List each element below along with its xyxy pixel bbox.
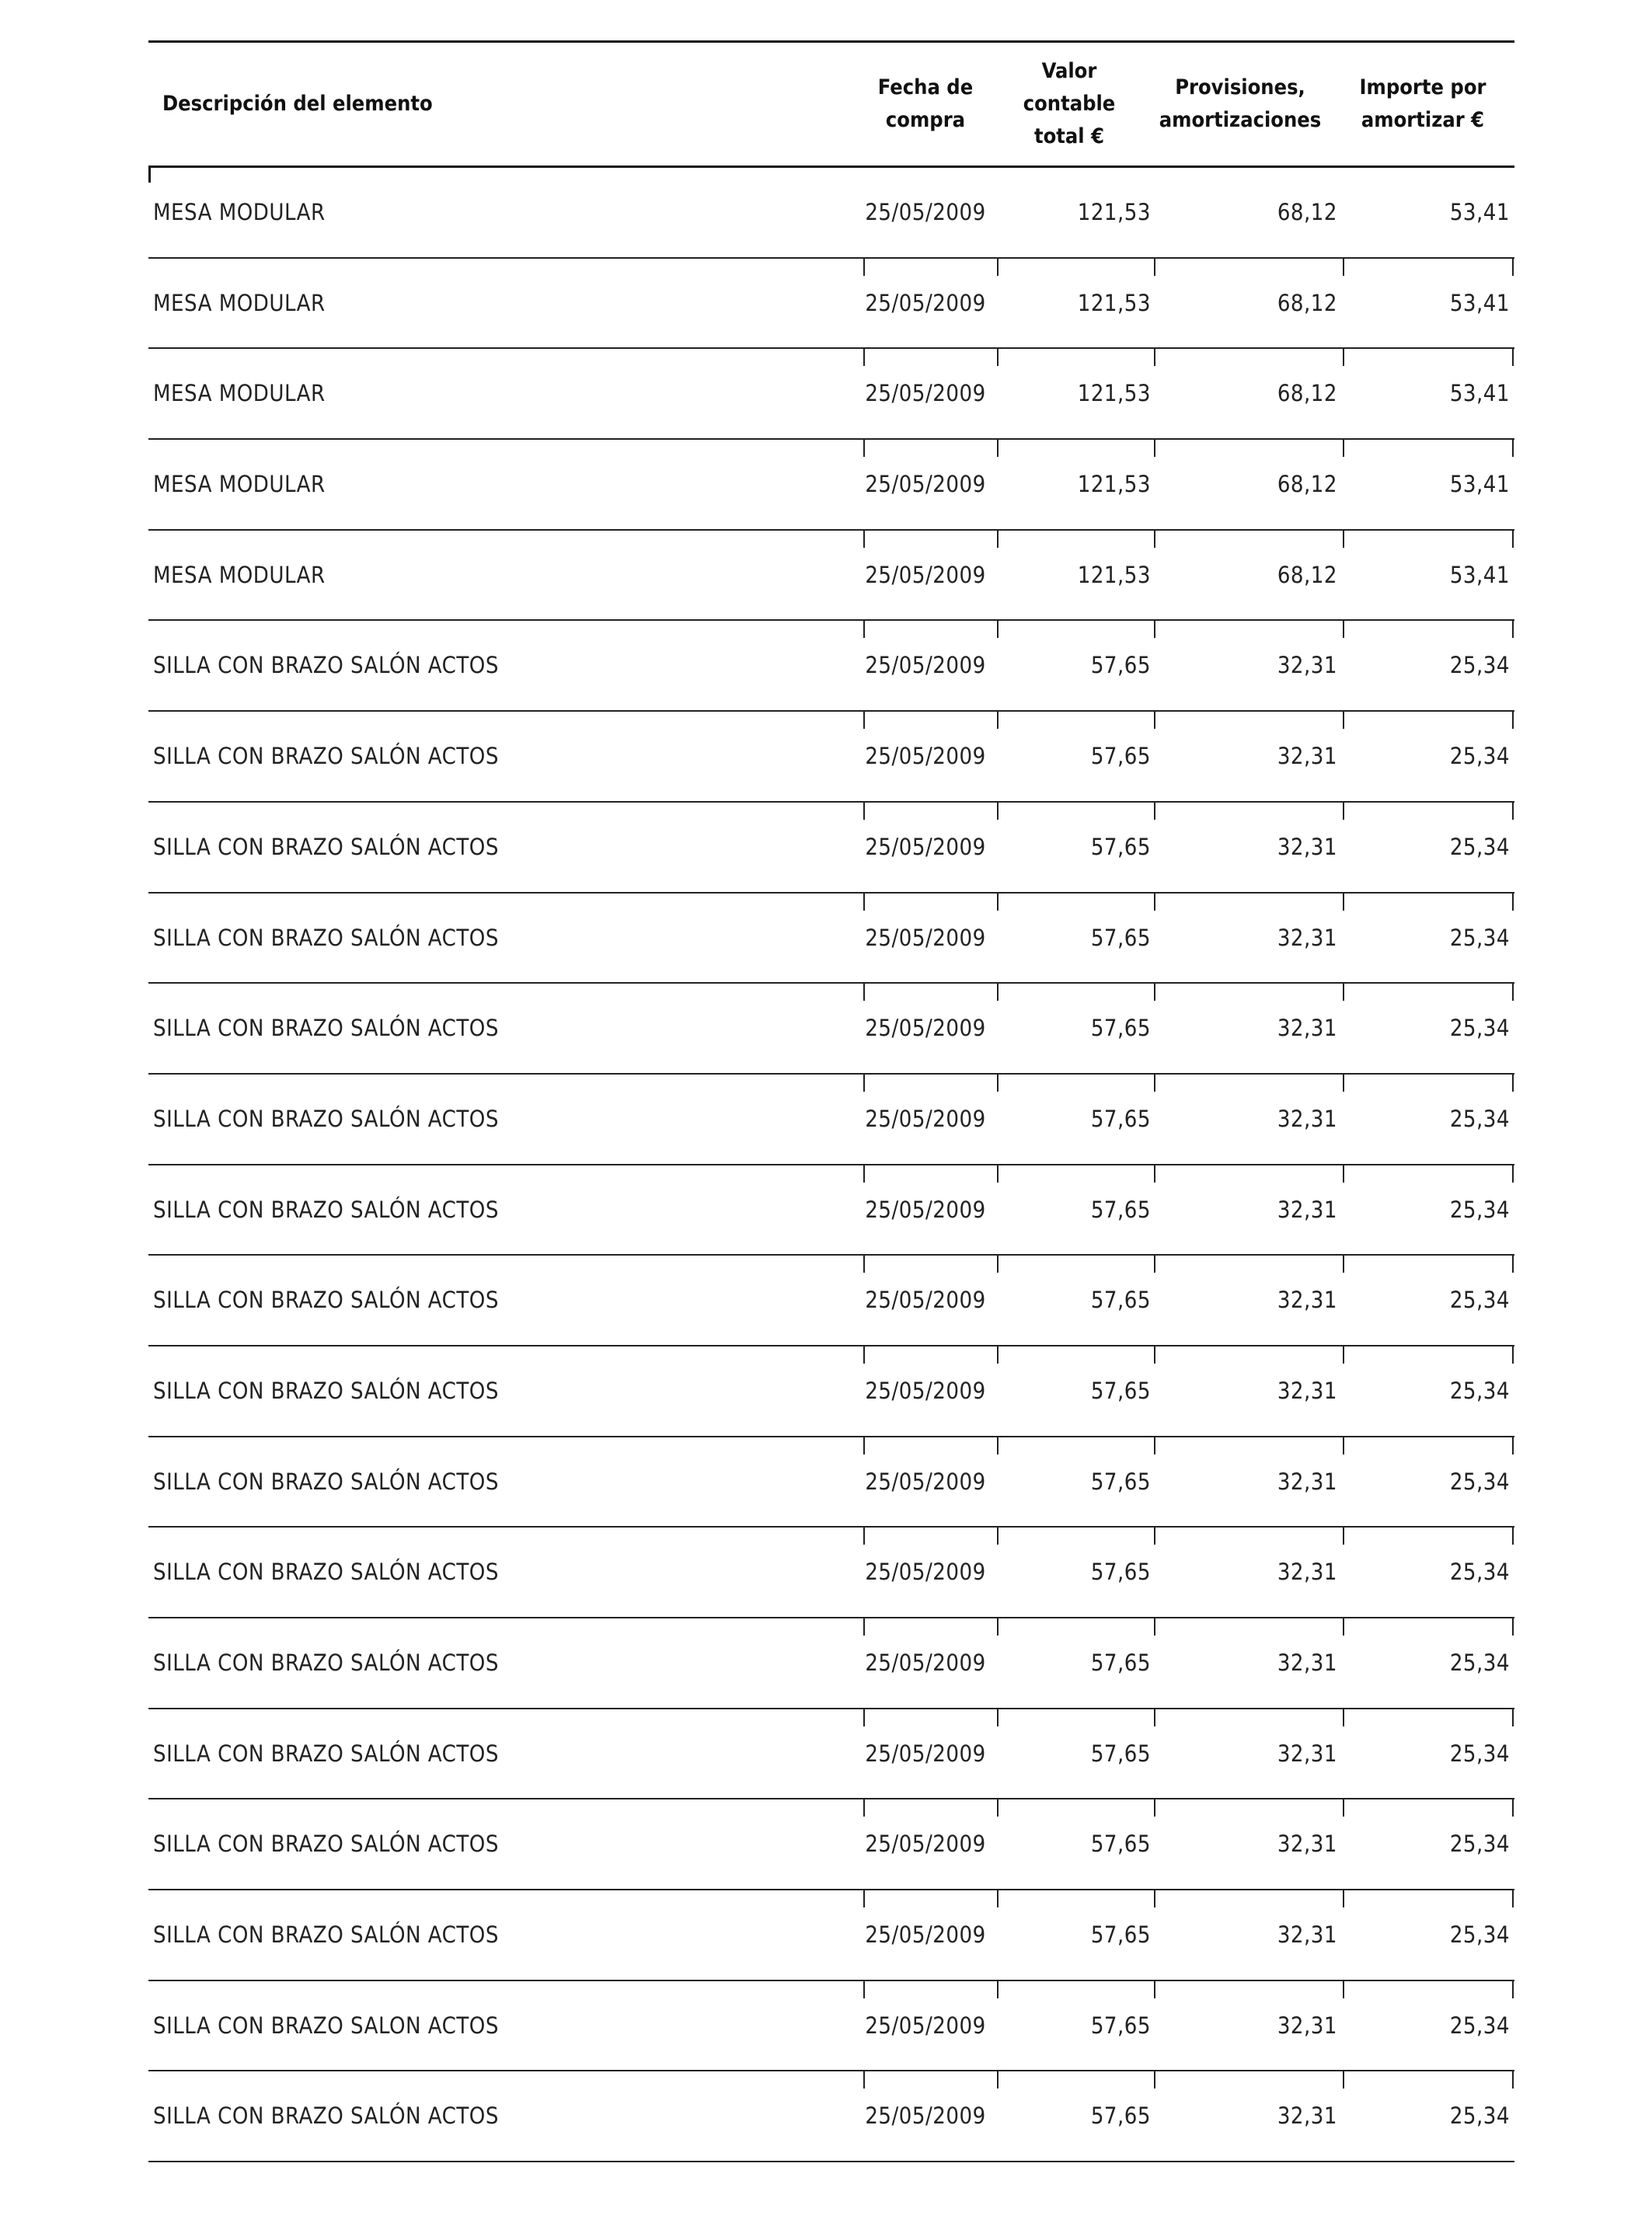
cell-provisions: 32,31 — [1277, 833, 1337, 860]
cell-provisions: 32,31 — [1277, 1831, 1337, 1858]
cell-provisions: 32,31 — [1277, 924, 1337, 951]
cell-purchase-date: 25/05/2009 — [865, 561, 986, 588]
cell-provisions: 32,31 — [1277, 1196, 1337, 1223]
cell-book-value: 57,65 — [1090, 1015, 1151, 1042]
cell-provisions: 32,31 — [1277, 1015, 1337, 1042]
cell-purchase-date: 25/05/2009 — [865, 1105, 986, 1132]
cell-remaining: 53,41 — [1449, 471, 1510, 498]
cell-description: SILLA CON BRAZO SALÓN ACTOS — [153, 2102, 499, 2130]
cell-provisions: 32,31 — [1277, 743, 1337, 770]
column-tick — [1343, 349, 1344, 366]
cell-description: SILLA CON BRAZO SALÓN ACTOS — [153, 1740, 499, 1767]
cell-remaining: 53,41 — [1449, 561, 1510, 588]
cell-purchase-date: 25/05/2009 — [865, 1559, 986, 1586]
cell-book-value: 121,53 — [1077, 561, 1151, 588]
column-tick — [1154, 894, 1155, 911]
column-tick — [1512, 621, 1514, 638]
column-tick — [1343, 2071, 1344, 2088]
column-tick — [1343, 1165, 1344, 1183]
column-tick — [1512, 1709, 1514, 1726]
cell-book-value: 57,65 — [1090, 2012, 1151, 2039]
cell-book-value: 57,65 — [1090, 2102, 1151, 2130]
cell-book-value: 57,65 — [1090, 1921, 1151, 1949]
column-tick — [1154, 349, 1155, 366]
column-tick — [1343, 803, 1344, 820]
cell-provisions: 68,12 — [1277, 471, 1337, 498]
column-tick — [1512, 259, 1514, 276]
column-tick — [1512, 803, 1514, 820]
cell-remaining: 53,41 — [1449, 199, 1510, 225]
cell-description: MESA MODULAR — [153, 561, 326, 588]
column-tick — [1154, 1346, 1155, 1364]
cell-purchase-date: 25/05/2009 — [865, 1921, 986, 1949]
table-row — [148, 712, 1514, 803]
table-row — [148, 1981, 1514, 2072]
cell-description: MESA MODULAR — [153, 471, 326, 498]
table-row — [148, 168, 1514, 259]
cell-book-value: 121,53 — [1077, 289, 1151, 316]
column-tick — [1343, 1346, 1344, 1364]
column-tick — [1343, 440, 1344, 457]
column-tick — [1154, 1709, 1155, 1726]
cell-remaining: 25,34 — [1449, 1105, 1510, 1132]
cell-purchase-date: 25/05/2009 — [865, 833, 986, 860]
column-tick — [1154, 1437, 1155, 1454]
column-tick — [1512, 1437, 1514, 1454]
cell-remaining: 25,34 — [1449, 833, 1510, 860]
cell-provisions: 32,31 — [1277, 1650, 1337, 1676]
cell-description: SILLA CON BRAZO SALÓN ACTOS — [153, 652, 499, 679]
cell-book-value: 57,65 — [1090, 1105, 1151, 1132]
table-row — [148, 621, 1514, 712]
column-tick — [1343, 1981, 1344, 1998]
cell-remaining: 25,34 — [1449, 1196, 1510, 1223]
column-tick — [1512, 2071, 1514, 2088]
column-tick — [1343, 1799, 1344, 1817]
cell-remaining: 25,34 — [1449, 1287, 1510, 1314]
column-tick — [1512, 984, 1514, 1001]
table-row — [148, 1890, 1514, 1981]
cell-book-value: 57,65 — [1090, 1740, 1151, 1767]
cell-book-value: 57,65 — [1090, 1377, 1151, 1404]
cell-provisions: 68,12 — [1277, 289, 1337, 316]
cell-provisions: 68,12 — [1277, 199, 1337, 225]
cell-description: SILLA CON BRAZO SALON ACTOS — [153, 2012, 499, 2039]
cell-remaining: 25,34 — [1449, 1377, 1510, 1404]
cell-description: SILLA CON BRAZO SALÓN ACTOS — [153, 1831, 499, 1858]
cell-purchase-date: 25/05/2009 — [865, 2102, 986, 2130]
cell-book-value: 121,53 — [1077, 199, 1151, 225]
column-tick — [1343, 259, 1344, 276]
cell-remaining: 25,34 — [1449, 1921, 1510, 1949]
cell-provisions: 32,31 — [1277, 1559, 1337, 1586]
cell-provisions: 32,31 — [1277, 1921, 1337, 1949]
column-tick — [1343, 1709, 1344, 1726]
cell-book-value: 57,65 — [1090, 1650, 1151, 1676]
cell-book-value: 57,65 — [1090, 652, 1151, 679]
column-tick — [1154, 803, 1155, 820]
table-row — [148, 1256, 1514, 1346]
cell-purchase-date: 25/05/2009 — [865, 652, 986, 679]
column-tick — [1343, 984, 1344, 1001]
column-tick — [1154, 1890, 1155, 1907]
table-row — [148, 349, 1514, 440]
table-row — [148, 1528, 1514, 1618]
table-row — [148, 1437, 1514, 1528]
cell-description: SILLA CON BRAZO SALÓN ACTOS — [153, 1196, 499, 1223]
cell-purchase-date: 25/05/2009 — [865, 2012, 986, 2039]
cell-provisions: 32,31 — [1277, 1468, 1337, 1495]
column-tick — [1154, 1981, 1155, 1998]
column-tick — [1343, 1618, 1344, 1636]
table-row — [148, 1075, 1514, 1165]
table-header — [148, 43, 1514, 165]
cell-purchase-date: 25/05/2009 — [865, 1015, 986, 1042]
column-tick — [1512, 1256, 1514, 1273]
cell-purchase-date: 25/05/2009 — [865, 924, 986, 951]
cell-provisions: 68,12 — [1277, 380, 1337, 407]
cell-remaining: 25,34 — [1449, 1559, 1510, 1586]
column-tick — [1154, 1256, 1155, 1273]
cell-book-value: 57,65 — [1090, 833, 1151, 860]
cell-description: MESA MODULAR — [153, 199, 326, 225]
table-body — [148, 168, 1514, 2162]
cell-book-value: 57,65 — [1090, 1831, 1151, 1858]
column-tick — [1154, 2071, 1155, 2088]
column-tick — [1343, 1075, 1344, 1092]
cell-description: SILLA CON BRAZO SALÓN ACTOS — [153, 924, 499, 951]
table-row — [148, 531, 1514, 622]
column-tick — [1343, 531, 1344, 548]
table-row — [148, 1799, 1514, 1890]
cell-remaining: 25,34 — [1449, 2102, 1510, 2130]
cell-remaining: 25,34 — [1449, 743, 1510, 770]
cell-purchase-date: 25/05/2009 — [865, 1740, 986, 1767]
column-tick — [1154, 621, 1155, 638]
column-tick — [1512, 1618, 1514, 1636]
table-row — [148, 894, 1514, 984]
cell-book-value: 57,65 — [1090, 743, 1151, 770]
header-provisions: Provisiones, amortizaciones — [1159, 75, 1322, 132]
column-tick — [1512, 712, 1514, 729]
cell-book-value: 57,65 — [1090, 1287, 1151, 1314]
cell-purchase-date: 25/05/2009 — [865, 1831, 986, 1858]
cell-provisions: 32,31 — [1277, 652, 1337, 679]
cell-provisions: 32,31 — [1277, 2012, 1337, 2039]
cell-provisions: 32,31 — [1277, 1740, 1337, 1767]
cell-book-value: 57,65 — [1090, 1559, 1151, 1586]
cell-description: SILLA CON BRAZO SALÓN ACTOS — [153, 1559, 499, 1586]
cell-description: SILLA CON BRAZO SALÓN ACTOS — [153, 1105, 499, 1132]
table-row — [148, 1618, 1514, 1709]
column-tick — [1512, 1890, 1514, 1907]
cell-provisions: 68,12 — [1277, 561, 1337, 588]
cell-remaining: 25,34 — [1449, 652, 1510, 679]
header-book-value: Valor contable total € — [1023, 59, 1116, 148]
column-tick — [1343, 712, 1344, 729]
cell-description: SILLA CON BRAZO SALÓN ACTOS — [153, 1015, 499, 1042]
cell-remaining: 53,41 — [1449, 380, 1510, 407]
cell-purchase-date: 25/05/2009 — [865, 1287, 986, 1314]
column-tick — [1512, 1165, 1514, 1183]
column-tick — [1512, 440, 1514, 457]
column-tick — [1154, 440, 1155, 457]
table-row — [148, 984, 1514, 1075]
column-tick — [1512, 349, 1514, 366]
column-tick — [1154, 1075, 1155, 1092]
cell-purchase-date: 25/05/2009 — [865, 1377, 986, 1404]
column-tick — [1343, 1528, 1344, 1545]
column-tick — [1512, 1528, 1514, 1545]
column-tick — [1512, 1346, 1514, 1364]
cell-description: SILLA CON BRAZO SALÓN ACTOS — [153, 1921, 499, 1949]
table-row — [148, 803, 1514, 894]
column-tick — [1343, 1890, 1344, 1907]
column-tick — [1343, 621, 1344, 638]
column-tick — [1512, 1075, 1514, 1092]
cell-book-value: 121,53 — [1077, 471, 1151, 498]
column-tick — [1512, 531, 1514, 548]
header-description: Descripción del elemento — [162, 92, 433, 116]
column-tick — [1343, 894, 1344, 911]
cell-remaining: 25,34 — [1449, 2012, 1510, 2039]
column-tick — [1154, 531, 1155, 548]
cell-remaining: 53,41 — [1449, 289, 1510, 316]
cell-remaining: 25,34 — [1449, 1468, 1510, 1495]
table-row — [148, 440, 1514, 531]
cell-purchase-date: 25/05/2009 — [865, 380, 986, 407]
cell-book-value: 57,65 — [1090, 1196, 1151, 1223]
cell-description: SILLA CON BRAZO SALÓN ACTOS — [153, 1377, 499, 1404]
cell-provisions: 32,31 — [1277, 1105, 1337, 1132]
cell-provisions: 32,31 — [1277, 1377, 1337, 1404]
cell-purchase-date: 25/05/2009 — [865, 1468, 986, 1495]
column-tick — [1154, 1528, 1155, 1545]
column-tick — [1154, 1618, 1155, 1636]
cell-remaining: 25,34 — [1449, 1015, 1510, 1042]
column-tick — [1343, 1437, 1344, 1454]
cell-book-value: 57,65 — [1090, 924, 1151, 951]
cell-purchase-date: 25/05/2009 — [865, 1650, 986, 1676]
cell-purchase-date: 25/05/2009 — [865, 199, 986, 225]
column-tick — [1154, 259, 1155, 276]
cell-description: SILLA CON BRAZO SALÓN ACTOS — [153, 1468, 499, 1495]
cell-purchase-date: 25/05/2009 — [865, 1196, 986, 1223]
column-tick — [1343, 1256, 1344, 1273]
cell-description: SILLA CON BRAZO SALÓN ACTOS — [153, 1287, 499, 1314]
column-tick — [1154, 1799, 1155, 1817]
cell-remaining: 25,34 — [1449, 924, 1510, 951]
cell-description: MESA MODULAR — [153, 380, 326, 407]
table-row — [148, 259, 1514, 350]
cell-purchase-date: 25/05/2009 — [865, 743, 986, 770]
cell-description: MESA MODULAR — [153, 289, 326, 316]
column-tick — [1154, 984, 1155, 1001]
cell-description: SILLA CON BRAZO SALÓN ACTOS — [153, 1650, 499, 1676]
cell-remaining: 25,34 — [1449, 1650, 1510, 1676]
table-row — [148, 1346, 1514, 1437]
cell-provisions: 32,31 — [1277, 1287, 1337, 1314]
cell-remaining: 25,34 — [1449, 1831, 1510, 1858]
column-tick — [1512, 1981, 1514, 1998]
cell-provisions: 32,31 — [1277, 2102, 1337, 2130]
table-row — [148, 1709, 1514, 1800]
cell-description: SILLA CON BRAZO SALÓN ACTOS — [153, 743, 499, 770]
cell-purchase-date: 25/05/2009 — [865, 471, 986, 498]
column-tick — [1512, 1799, 1514, 1817]
header-purchase-date: Fecha de compra — [877, 75, 974, 132]
cell-book-value: 57,65 — [1090, 1468, 1151, 1495]
table-row — [148, 1165, 1514, 1256]
cell-description: SILLA CON BRAZO SALÓN ACTOS — [153, 833, 499, 860]
column-tick — [1154, 712, 1155, 729]
column-tick — [1512, 894, 1514, 911]
cell-remaining: 25,34 — [1449, 1740, 1510, 1767]
table-row — [148, 2071, 1514, 2162]
cell-purchase-date: 25/05/2009 — [865, 289, 986, 316]
header-remaining: Importe por amortizar € — [1359, 75, 1486, 132]
cell-book-value: 121,53 — [1077, 380, 1151, 407]
column-tick — [1154, 1165, 1155, 1183]
